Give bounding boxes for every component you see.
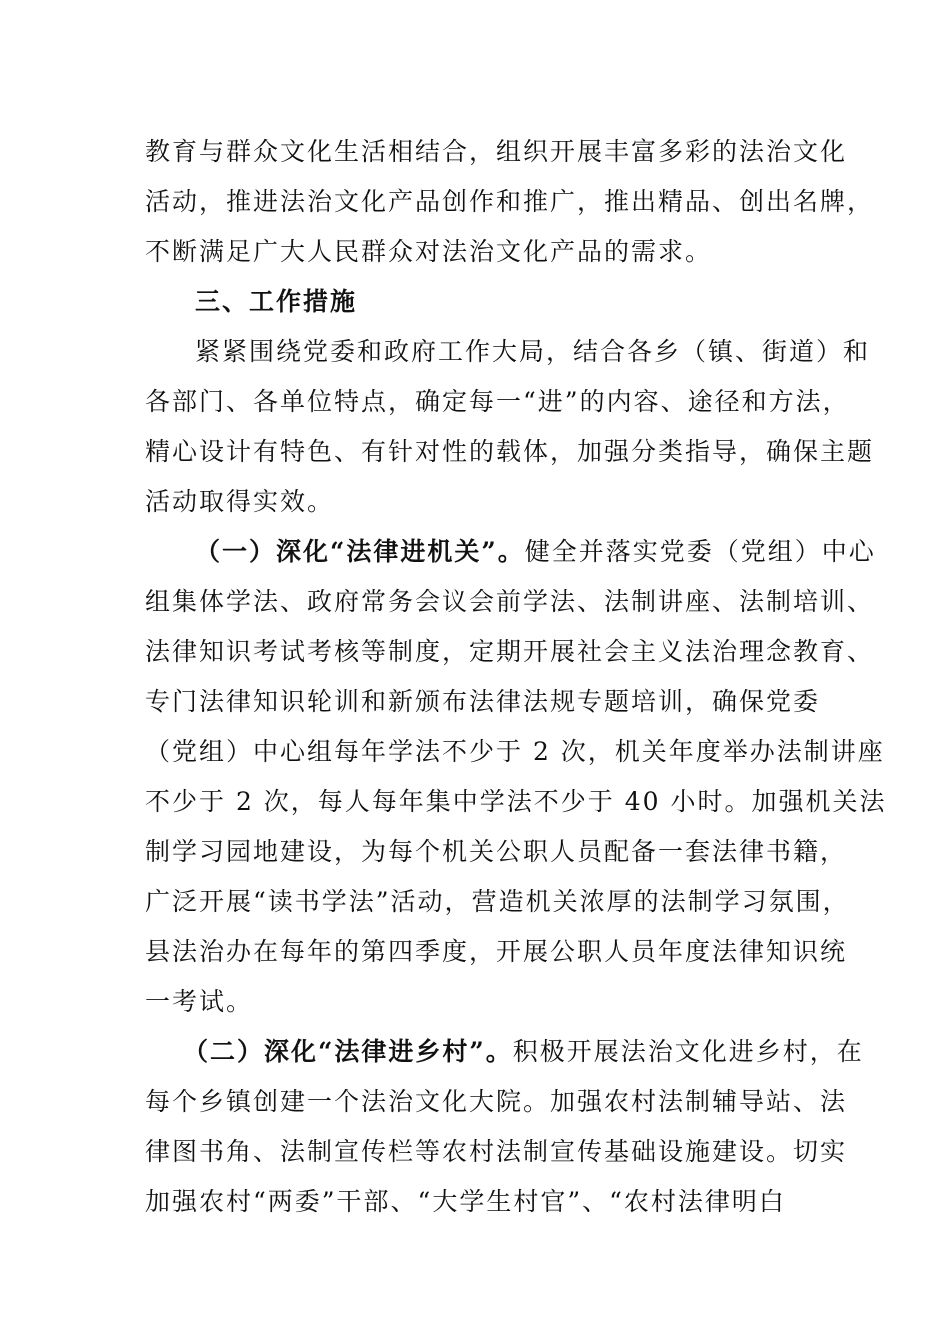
item1-line-3: 法律知识考试考核等制度，定期开展社会主义法治理念教育、 [145,637,875,666]
item1-line-1-text: 健全并落实党委（党组）中心 [524,537,876,566]
item1-line-1 [195,532,876,572]
item2-line-4: 加强农村“两委”干部、“大学生村官”、“农村法律明白 [145,1187,786,1216]
item2-line-2: 每个乡镇创建一个法治文化大院。加强农村法制辅导站、法 [145,1087,848,1116]
item1-line-8: 广泛开展“读书学法”活动，营造机关浓厚的法制学习氛围， [145,887,850,916]
item1-line-7: 制学习园地建设，为每个机关公职人员配备一套法律书籍， [145,837,848,866]
paragraph-measures-line-3: 精心设计有特色、有针对性的载体，加强分类指导，确保主题 [145,437,875,466]
item1-line-6: 不少于 2 次，每人每年集中学法不少于 40 小时。加强机关法 [145,787,887,816]
paragraph-measures-line-2: 各部门、各单位特点，确定每一“进”的内容、途径和方法， [145,387,850,416]
paragraph-intro-line-2: 活动，推进法治文化产品创作和推广，推出精品、创出名牌， [145,187,875,216]
item2-title: （二）深化“法律进乡村”。 [183,1037,513,1066]
item2-line-1-text: 积极开展法治文化进乡村，在 [512,1037,864,1066]
item2-line-1 [183,1032,864,1072]
item1-line-9: 县法治办在每年的第四季度，开展公职人员年度法律知识统 [145,937,848,966]
item1-line-5: （党组）中心组每年学法不少于 2 次，机关年度举办法制讲座 [145,737,885,766]
paragraph-measures-line-1: 紧紧围绕党委和政府工作大局，结合各乡（镇、街道）和 [195,337,871,366]
item1-line-2: 组集体学法、政府常务会议会前学法、法制讲座、法制培训、 [145,587,875,616]
section-heading: 三、工作措施 [195,287,358,316]
paragraph-intro-line-1: 教育与群众文化生活相结合，组织开展丰富多彩的法治文化 [145,137,848,166]
item1-line-10: 一考试。 [145,987,254,1016]
item2-line-3: 律图书角、法制宣传栏等农村法制宣传基础设施建设。切实 [145,1137,848,1166]
paragraph-intro-line-3: 不断满足广大人民群众对法治文化产品的需求。 [145,237,713,266]
paragraph-measures-line-4: 活动取得实效。 [145,487,335,516]
item1-title: （一）深化“法律进机关”。 [195,537,525,566]
item1-line-4: 专门法律知识轮训和新颁布法律法规专题培训，确保党委 [145,687,821,716]
